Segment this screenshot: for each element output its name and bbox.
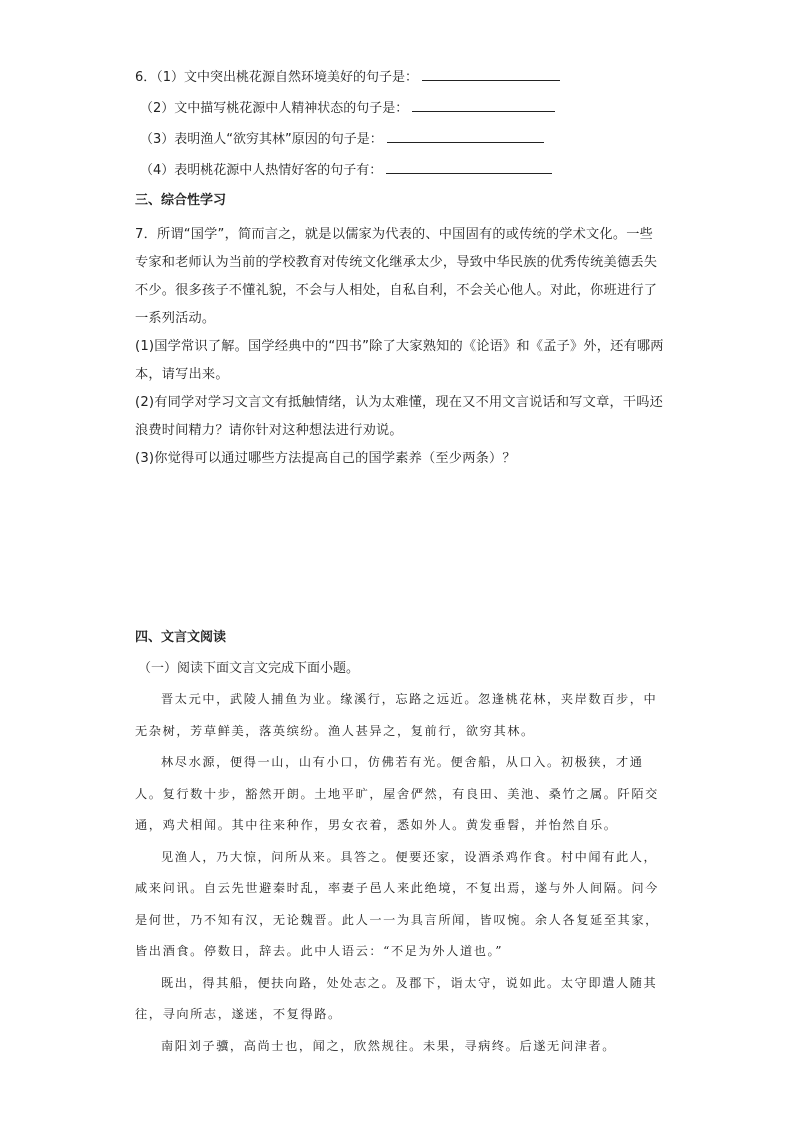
q6-part-3-text: （3）表明渔人“欲穷其林”原因的句子是： [140,132,383,147]
q7-part-1: (1)国学常识了解。国学经典中的“四书”除了大家熟知的《论语》和《孟子》外，还有哪两本，请写出来。 [135,339,664,382]
q6-answer-blank-2[interactable] [412,98,555,112]
section-3-heading: 三、综合性学习 [135,193,227,208]
classical-passage [135,684,665,1062]
passage-paragraph-3: 见渔人，乃大惊，问所从来。具答之。便要还家，设酒杀鸡作食。村中闻有此人，咸来问讯。自云先世避秦时乱，率妻子邑人来此绝境，不复出焉，遂与外人间隔。问今是何世，乃不知有汉，无论魏晋。此人一一为具言所闻，皆叹惋。余人各复延至其家，皆出酒食。停数日，辞去。此中人语云：“不足为外人道也。” [135,849,659,958]
section-4-subheading: （一）阅读下面文言文完成下面小题。 [138,661,360,676]
q7-part-3: (3)你觉得可以通过哪些方法提高自己的国学素养（至少两条）？ [135,451,516,466]
q6-answer-blank-1[interactable] [422,67,560,81]
q7-part-2: (2)有同学对学习文言文有抵触情绪，认为太难懂，现在又不用文言说话和写文章，干吗还浪费时间精力？请你针对这种想法进行劝说。 [135,395,664,438]
q7-intro: 7．所谓“国学”，简而言之，就是以儒家为代表的、中国固有的或传统的学术文化。一些专家和老师认为当前的学校教育对传统文化继承太少，导致中华民族的优秀传统美德丢失不少。很多孩子不懂礼貌，不会与人相处，自私自利，不会关心他人。对此，你班进行了一系列活动。 [135,227,658,326]
passage-paragraph-5: 南阳刘子骥，高尚士也，闻之，欣然规往。未果，寻病终。后遂无问津者。 [161,1038,616,1053]
passage-paragraph-1: 晋太元中，武陵人捕鱼为业。缘溪行，忘路之远近。忽逢桃花林，夹岸数百步，中无杂树，芳草鲜美，落英缤纷。渔人甚异之，复前行，欲穷其林。 [135,692,658,738]
section-4-heading: 四、文言文阅读 [135,630,227,645]
q6-line-2 [140,98,555,118]
q7-block [135,221,665,473]
passage-paragraph-2: 林尽水源，便得一山，山有小口，仿佛若有光。便舍船，从口入。初极狭，才通人。复行数十步，豁然开朗。土地平旷，屋舍俨然，有良田、美池、桑竹之属。阡陌交通，鸡犬相闻。其中往来种作，男女衣着，悉如外人。黄发垂髫，并怡然自乐。 [135,755,659,832]
q6-line-4 [140,160,552,180]
q6-line-3 [140,129,544,149]
q6-answer-blank-3[interactable] [387,129,544,143]
q6-part-4-text: （4）表明桃花源中人热情好客的句子有： [140,163,383,178]
q6-line-1 [135,67,560,87]
q6-part-1-text: 6．（1）文中突出桃花源自然环境美好的句子是： [135,70,419,85]
passage-paragraph-4: 既出，得其船，便扶向路，处处志之。及郡下，诣太守，说如此。太守即遣人随其往，寻向所志，遂迷，不复得路。 [135,975,658,1021]
q6-part-2-text: （2）文中描写桃花源中人精神状态的句子是： [140,101,409,116]
q6-answer-blank-4[interactable] [386,160,552,174]
